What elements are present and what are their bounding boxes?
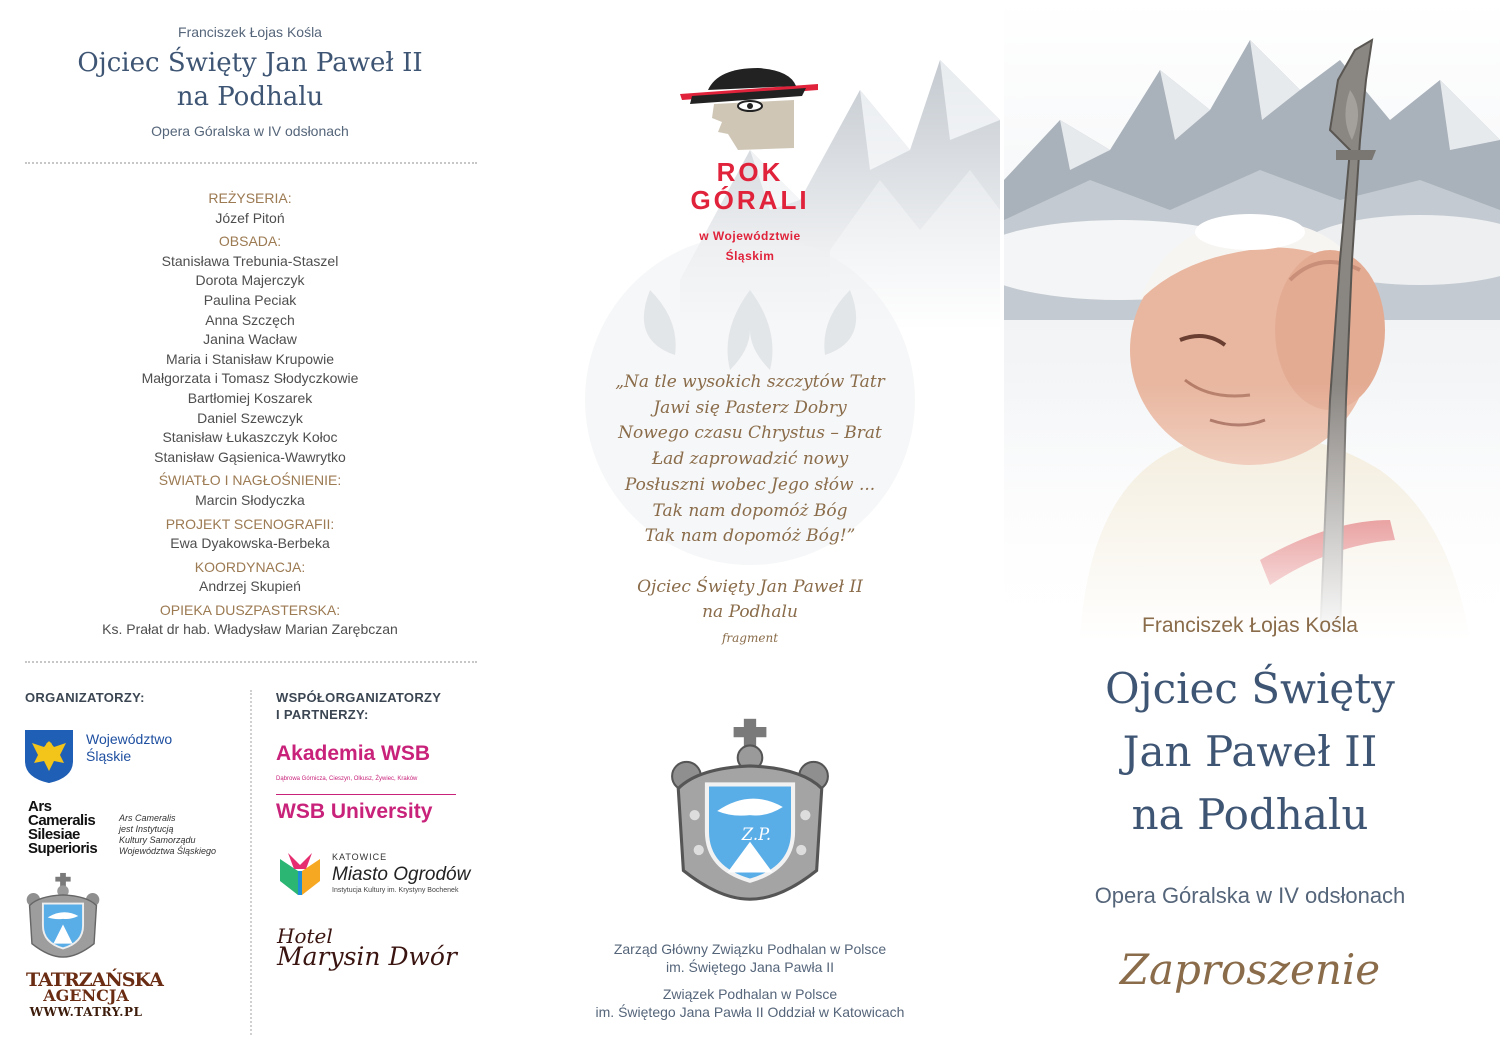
credit-head: ŚWIATŁO I NAGŁOŚNIENIE: [158, 472, 342, 489]
top-divider [25, 162, 477, 164]
right-title-line1: Ojciec Święty [1105, 664, 1395, 713]
miasto-ogrodow-label: Miasto Ogrodów [332, 864, 471, 885]
cast-member: Paulina Peciak [203, 291, 297, 308]
rok-line4: Śląskim [725, 249, 775, 263]
hotel-label: Hotel [277, 924, 333, 948]
rok-gorali-subtitle [500, 226, 1000, 266]
partners-heading-line2: I PARTNERZY: [276, 707, 369, 722]
rok-gorali-title [500, 158, 1000, 214]
akademia-cities: Dąbrowa Górnicza, Cieszyn, Olkusz, Żywiec, Kraków [276, 776, 418, 782]
poem-line: Jawi się Pasterz Dobry [653, 397, 847, 418]
credit-name: Marcin Słodyczka [195, 491, 305, 508]
katowice-flower-icon [276, 851, 324, 897]
partners-heading [276, 689, 441, 723]
podhalan-crest-small-icon [24, 872, 102, 958]
poem-line: „Na tle wysokich szczytów Tatr [615, 372, 885, 392]
partners-heading-line1: WSPÓŁORGANIZATORZY [276, 690, 442, 705]
ars-note-line: jest Instytucją [119, 824, 174, 834]
sig-line1: Ojciec Święty Jan Paweł II [637, 577, 863, 597]
poem-signature [500, 575, 1000, 625]
cast-member: Stanisław Gąsienica-Wawrytko [154, 448, 346, 465]
credit-head: KOORDYNACJA: [194, 558, 306, 575]
cast-member: Dorota Majerczyk [195, 272, 305, 289]
sig-line2: na Podhalu [702, 602, 798, 622]
credit-projekt [0, 515, 500, 554]
cast-member: Maria i Stanisław Krupowie [165, 350, 335, 367]
credit-head: PROJEKT SCENOGRAFII: [165, 515, 335, 532]
silesia-eagle-icon [24, 729, 74, 783]
cast-member: Małgorzata i Tomasz Słodyczkowie [141, 370, 359, 387]
rok-gorali-highlander-icon [678, 62, 828, 154]
ars-cameralis-note [119, 813, 239, 857]
rok-line1: ROK [716, 157, 784, 187]
pope-photo [1000, 0, 1500, 640]
akademia-rule [276, 794, 456, 795]
credits [0, 189, 500, 644]
credit-head: OBSADA: [218, 233, 282, 250]
zp-line2: im. Świętego Jana Pawła II Oddział w Katowicach [595, 1004, 905, 1020]
cast-member: Daniel Szewczyk [197, 409, 303, 426]
poem [500, 370, 1000, 550]
ars-line: Cameralis [28, 812, 96, 829]
credit-head: REŻYSERIA: [208, 190, 292, 206]
right-panel [1000, 0, 1500, 1061]
organizers-heading: ORGANIZATORZY: [25, 690, 145, 705]
invitation-heading: Zaproszenie [1119, 945, 1381, 994]
zarzad-glowny-text [500, 940, 1000, 976]
right-subtitle: Opera Góralska w IV odsłonach [1094, 883, 1406, 908]
cast-member: Anna Szczęch [205, 311, 295, 328]
right-title [1000, 657, 1500, 846]
left-panel [0, 0, 500, 1061]
wojewodztwo-logo-text [86, 731, 172, 765]
woj-line1: Województwo [86, 731, 173, 747]
left-subtitle: Opera Góralska w IV odsłonach [151, 123, 349, 139]
credit-head: OPIEKA DUSZPASTERSKA: [159, 601, 341, 618]
katowice-institution: Instytucja Kultury im. Krystyny Bochenek [332, 887, 459, 894]
bottom-divider [25, 661, 477, 663]
cast-member: Janina Wacław [203, 331, 297, 348]
credit-rezyseria [0, 189, 500, 228]
svg-text:Z.P.: Z.P. [741, 824, 772, 844]
credit-obsada [0, 232, 500, 467]
zwiazek-podhalan-text [500, 985, 1000, 1021]
rok-line2: GÓRALI [690, 185, 810, 215]
cast-member: Bartłomiej Koszarek [187, 389, 313, 406]
tatra-line2: AGENCJA [43, 986, 129, 1005]
credit-name: Józef Pitoń [215, 209, 285, 226]
ars-line: Ars [28, 798, 52, 815]
rok-line3: w Województwie [699, 229, 801, 243]
zg-line1: Zarząd Główny Związku Podhalan w Polsce [613, 941, 887, 957]
vertical-divider [250, 690, 252, 1035]
credit-name: Ks. Prałat dr hab. Władysław Marian Zarębczan [102, 621, 398, 638]
ars-note-line: Kultury Samorządu [119, 835, 196, 845]
credit-swiatlo [0, 471, 500, 510]
ars-note-line: Ars Cameralis [119, 813, 176, 823]
credit-opieka [0, 601, 500, 640]
akademia-wsb-logo: Akademia WSB [276, 742, 431, 765]
tatra-line3: WWW.TATRY.PL [29, 1005, 143, 1019]
katowice-label: KATOWICE [332, 852, 388, 862]
poem-line: Tak nam dopomóż Bóg!” [644, 526, 856, 547]
zp-line1: Związek Podhalan w Polsce [662, 986, 838, 1002]
podhalan-crest-icon [668, 716, 832, 902]
ars-line: Superioris [28, 840, 98, 857]
ars-note-line: Województwa Śląskiego [119, 846, 217, 856]
right-title-line3: na Podhalu [1131, 790, 1369, 839]
poem-line: Nowego czasu Chrystus – Brat [618, 423, 882, 444]
zg-line2: im. Świętego Jana Pawła II [665, 959, 835, 975]
woj-line2: Śląskie [86, 748, 132, 764]
right-author: Franciszek Łojas Kośla [1142, 614, 1358, 637]
right-title-line2: Jan Paweł II [1122, 727, 1378, 776]
poem-fragment-note: fragment [721, 631, 779, 645]
poem-line: Ład zaprowadzić nowy [651, 449, 849, 470]
tatra-line1: TATRZAŃSKA [26, 969, 163, 991]
tatrzanska-agencja-logo [26, 969, 163, 1020]
left-title-line1: Ojciec Święty Jan Paweł II [77, 48, 423, 78]
cast-member: Stanisława Trebunia-Staszel [161, 252, 339, 269]
cast-member: Stanisław Łukaszczyk Kołoc [162, 429, 338, 446]
middle-panel [500, 0, 1000, 1061]
left-title-line2: na Podhalu [176, 82, 324, 112]
wsb-university-logo: WSB University [276, 800, 433, 823]
credit-koordynacja [0, 558, 500, 597]
credit-name: Ewa Dyakowska-Berbeka [170, 535, 330, 552]
ars-line: Silesiae [28, 826, 80, 843]
credit-name: Andrzej Skupień [199, 578, 301, 595]
poem-line: Posłuszni wobec Jego słów ... [624, 474, 876, 495]
ars-cameralis-logo [28, 800, 97, 856]
left-author: Franciszek Łojas Kośla [178, 24, 322, 40]
hotel-name: Marysin Dwór [277, 942, 457, 971]
poem-line: Tak nam dopomóż Bóg [652, 500, 848, 521]
left-title [0, 46, 500, 114]
